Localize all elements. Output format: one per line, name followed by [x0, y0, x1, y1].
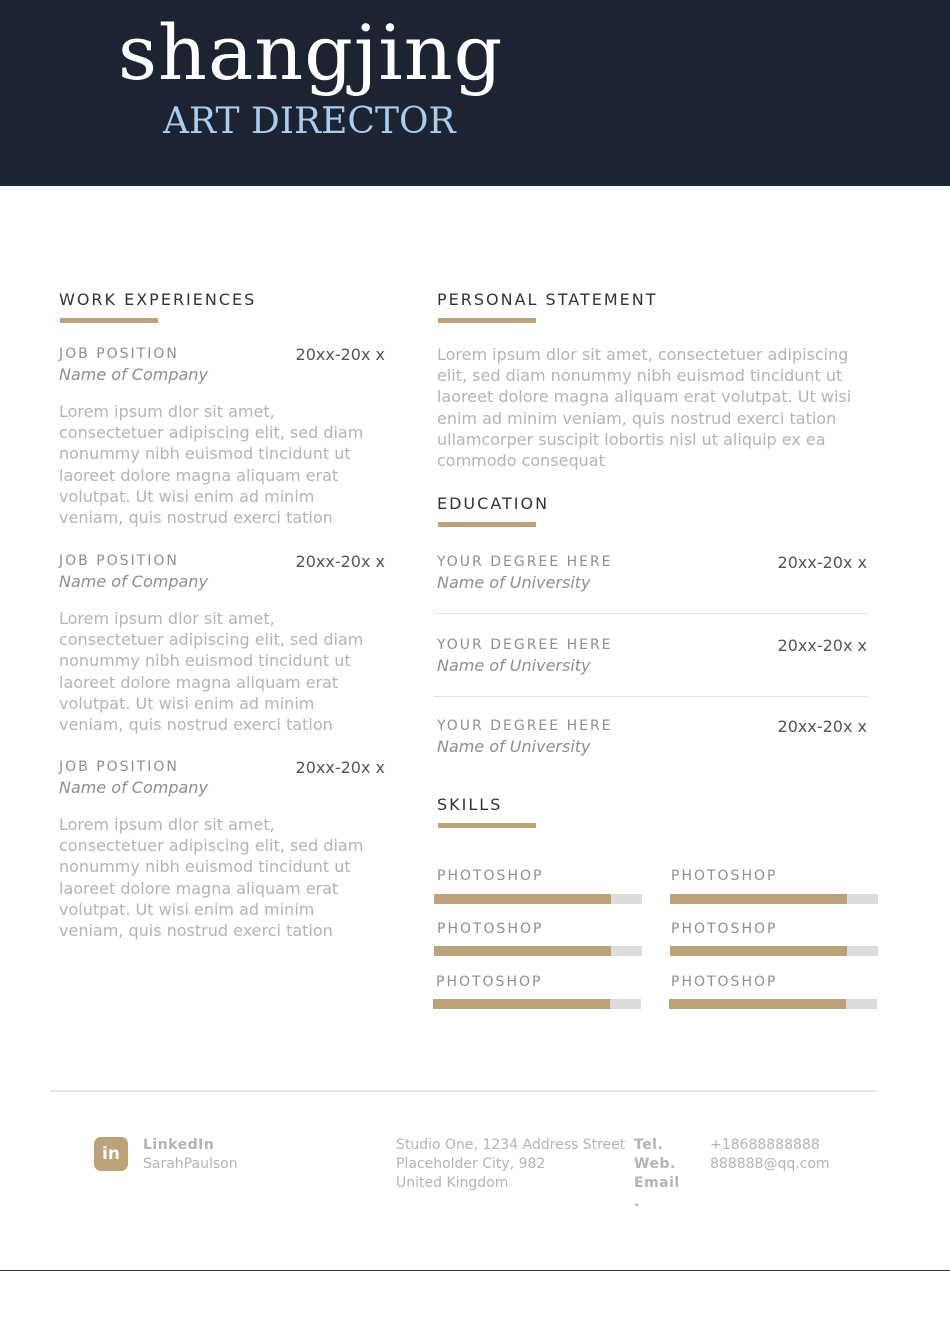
- footer-divider: [50, 1090, 876, 1092]
- header-banner: [0, 0, 950, 186]
- job-description: Lorem ipsum dlor sit amet, consectetuer adipiscing elit, sed diam nonummy nibh euismod tincidunt ut laoreet dolore magna aliquam erat volutpat. Ut wisi enim ad minim veniam, quis nostrud exerci tation: [59, 815, 364, 941]
- skill-bar-track: [434, 894, 642, 904]
- company-name: Name of Company: [59, 778, 208, 797]
- job-position: JOB POSITION: [59, 553, 179, 569]
- web-label: Web.: [634, 1156, 676, 1172]
- degree-name: YOUR DEGREE HERE: [437, 718, 613, 734]
- job-date: 20xx-20x x: [295, 345, 385, 364]
- tel-value[interactable]: +18688888888: [710, 1137, 820, 1153]
- email-label: Email: [634, 1175, 680, 1191]
- education-heading-underline: [438, 522, 536, 527]
- university-name: Name of University: [437, 573, 591, 592]
- work-heading-underline: [60, 318, 158, 323]
- education-date: 20xx-20x x: [777, 553, 867, 572]
- personal-heading-underline: [438, 318, 536, 323]
- page-bottom-rule: [0, 1270, 950, 1271]
- skill-bar-fill: [433, 999, 610, 1009]
- skill-bar-track: [434, 946, 642, 956]
- skill-bar-track: [669, 999, 877, 1009]
- company-name: Name of Company: [59, 365, 208, 384]
- university-name: Name of University: [437, 737, 591, 756]
- company-name: Name of Company: [59, 572, 208, 591]
- job-title: ART DIRECTOR: [163, 101, 456, 142]
- skill-name: PHOTOSHOP: [436, 974, 543, 990]
- linkedin-label: LinkedIn: [143, 1137, 215, 1153]
- skill-name: PHOTOSHOP: [671, 921, 778, 937]
- skill-bar-track: [670, 946, 878, 956]
- skill-bar-track: [433, 999, 641, 1009]
- job-position: JOB POSITION: [59, 346, 179, 362]
- tel-label: Tel.: [634, 1137, 664, 1153]
- skill-name: PHOTOSHOP: [671, 974, 778, 990]
- degree-name: YOUR DEGREE HERE: [437, 637, 613, 653]
- address-line-3: United Kingdom: [396, 1175, 509, 1191]
- job-description: Lorem ipsum dlor sit amet, consectetuer adipiscing elit, sed diam nonummy nibh euismod tincidunt ut laoreet dolore magna aliquam erat volutpat. Ut wisi enim ad minim veniam, quis nostrud exerci tation: [59, 609, 364, 735]
- skill-bar-fill: [670, 946, 847, 956]
- job-date: 20xx-20x x: [295, 758, 385, 777]
- person-name: shangjing: [118, 8, 504, 97]
- skill-name: PHOTOSHOP: [437, 921, 544, 937]
- skill-bar-fill: [434, 894, 611, 904]
- email-label-tail: .: [634, 1194, 640, 1210]
- education-divider: [434, 613, 868, 614]
- job-date: 20xx-20x x: [295, 552, 385, 571]
- degree-name: YOUR DEGREE HERE: [437, 554, 613, 570]
- linkedin-icon[interactable]: in: [94, 1137, 128, 1171]
- skills-heading-underline: [438, 823, 536, 828]
- education-date: 20xx-20x x: [777, 717, 867, 736]
- work-experiences-heading: WORK EXPERIENCES: [59, 290, 257, 309]
- education-divider: [434, 696, 868, 697]
- address-line-2: Placeholder City, 982: [396, 1156, 546, 1172]
- personal-statement-heading: PERSONAL STATEMENT: [437, 290, 658, 309]
- skill-bar-fill: [669, 999, 846, 1009]
- linkedin-username[interactable]: SarahPaulson: [143, 1156, 238, 1172]
- job-description: Lorem ipsum dlor sit amet, consectetuer adipiscing elit, sed diam nonummy nibh euismod tincidunt ut laoreet dolore magna aliquam erat volutpat. Ut wisi enim ad minim veniam, quis nostrud exerci tation: [59, 402, 364, 528]
- education-heading: EDUCATION: [437, 494, 550, 513]
- skill-bar-fill: [434, 946, 611, 956]
- job-position: JOB POSITION: [59, 759, 179, 775]
- education-date: 20xx-20x x: [777, 636, 867, 655]
- address-line-1: Studio One, 1234 Address Street: [396, 1137, 626, 1153]
- university-name: Name of University: [437, 656, 591, 675]
- skill-name: PHOTOSHOP: [671, 868, 778, 884]
- skill-bar-track: [670, 894, 878, 904]
- web-value[interactable]: 888888@qq.com: [710, 1156, 830, 1172]
- skills-heading: SKILLS: [437, 795, 503, 814]
- skill-bar-fill: [670, 894, 847, 904]
- personal-statement-text: Lorem ipsum dlor sit amet, consectetuer adipiscing elit, sed diam nonummy nibh euismod tincidunt ut laoreet dolore magna aliquam erat volutpat. Ut wisi enim ad minim veniam, quis nostrud exerci tation ullamcorper suscipit lobortis nisl ut aliquip ex ea commodo consequat: [437, 345, 852, 471]
- skill-name: PHOTOSHOP: [437, 868, 544, 884]
